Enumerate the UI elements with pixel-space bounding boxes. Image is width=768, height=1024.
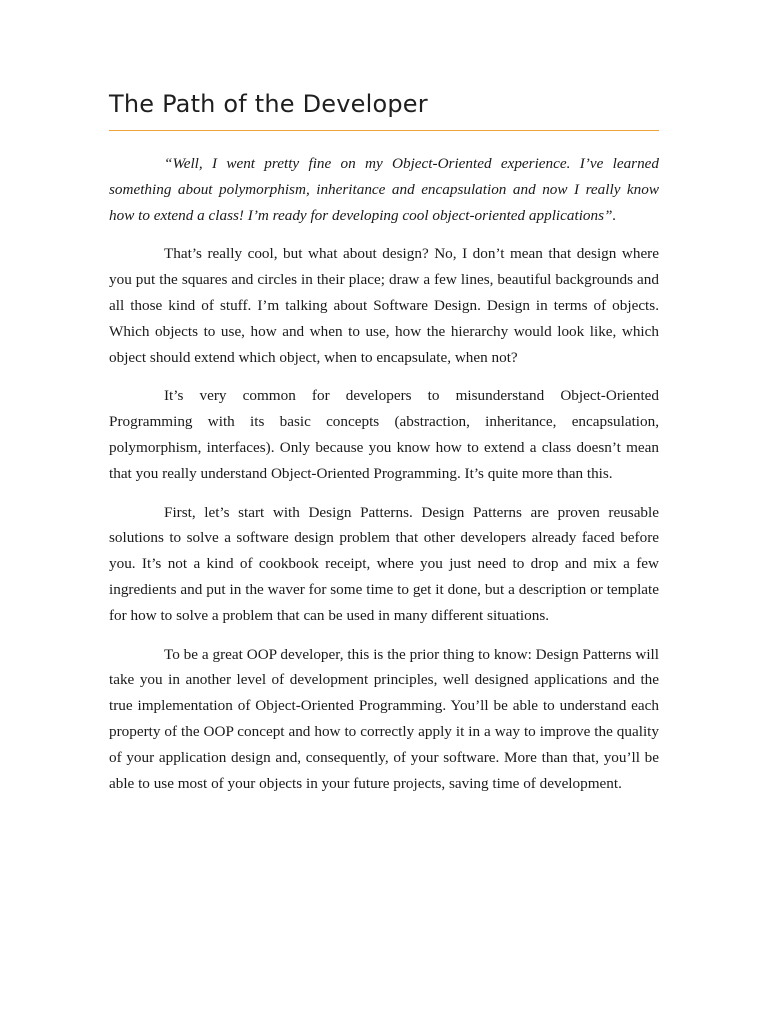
title-underline <box>109 130 659 131</box>
body-paragraph: First, let’s start with Design Patterns. Design Patterns are proven reusable solutions to solve a software design problem that other developers already faced before you. It’s not a kind of cookbook receipt, where you just need to drop and mix a few ingredients and put in the waver for some time to get it done, but a description or template for how to solve a problem that can be used in many different situations. <box>109 503 659 624</box>
body-paragraph: That’s really cool, but what about design? No, I don’t mean that design where you put the squares and circles in their place; draw a few lines, beautiful backgrounds and all those kind of stuff. I’m talking about Software Design. Design in terms of objects. Which objects to use, how and when to use, how the hierarchy would look like, which object should extend which object, when to encapsulate, when not? <box>109 245 659 366</box>
document-title: The Path of the Developer <box>109 90 428 118</box>
body-paragraph: To be a great OOP developer, this is the prior thing to know: Design Patterns will take you in another level of development principles, well designed applications and the true implementation of Object-Oriented Programming. You’ll be able to understand each property of the OOP concept and how to correctly apply it in a way to improve the quality of your application design and, consequently, of your software. More than that, you’ll be able to use most of your objects in your future projects, saving time of development. <box>109 645 659 792</box>
intro-quote-paragraph: “Well, I went pretty fine on my Object-Oriented experience. I’ve learned something about polymorphism, inheritance and encapsulation and now I really know how to extend a class! I’m ready for developing cool object-oriented applications”. <box>109 155 659 224</box>
body-paragraph: It’s very common for developers to misunderstand Object-Oriented Programming with its basic concepts (abstraction, inheritance, encapsulation, polymorphism, interfaces). Only because you know how to extend a class doesn’t mean that you really understand Object-Oriented Programming. It’s quite more than this. <box>109 387 659 482</box>
document-page <box>109 84 659 809</box>
